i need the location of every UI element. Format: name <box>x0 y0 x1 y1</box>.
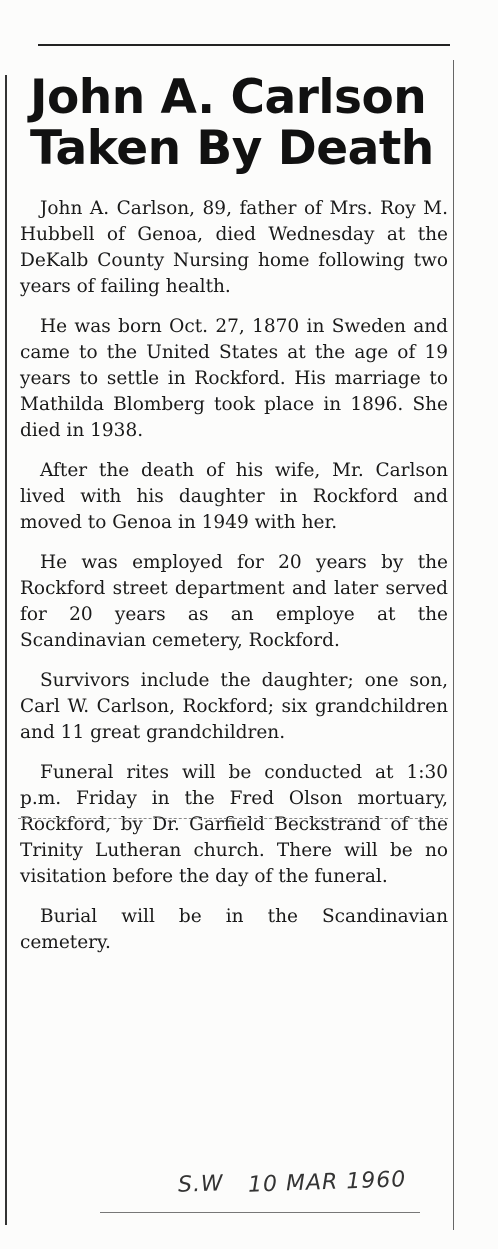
fold-crease <box>18 818 448 819</box>
clipping-left-edge <box>5 75 7 1225</box>
handwritten-initials: S.W <box>177 1171 225 1198</box>
paragraph-employment: He was employed for 20 years by the Rockford street department and later served for 20 years as an employe at the Scandinavian cemetery, Rockford. <box>20 552 448 651</box>
article-body <box>20 196 448 956</box>
bottom-rule <box>100 1212 420 1213</box>
clipping-right-edge <box>453 60 454 1230</box>
handwritten-date: 10 MAR 1960 <box>247 1167 407 1198</box>
paragraph-survivors: Survivors include the daughter; one son, Carl W. Carlson, Rockford; six grandchildren and 11 great grandchildren. <box>20 670 448 743</box>
paragraph-funeral: Funeral rites will be conducted at 1:30 p.m. Friday in the Fred Olson mortuary, Rockford, by Dr. Garfield Beckstrand of the Trinity Lutheran church. There will be no visitation before the day of the funeral. <box>20 762 448 887</box>
headline <box>30 72 450 174</box>
headline-line-1: John A. Carlson <box>30 70 427 125</box>
paragraph-birth: He was born Oct. 27, 1870 in Sweden and came to the United States at the age of 19 years to settle in Rockford. His marriage to Mathilda Blomberg took place in 1896. She died in 1938. <box>20 316 448 441</box>
paragraph-death-notice: John A. Carlson, 89, father of Mrs. Roy M. Hubbell of Genoa, died Wednesday at the DeKalb County Nursing home following two years of failing health. <box>20 198 448 297</box>
headline-line-2: Taken By Death <box>30 121 434 176</box>
top-rule <box>38 44 450 46</box>
paragraph-burial: Burial will be in the Scandinavian cemetery. <box>20 906 448 953</box>
paragraph-after-wife-death: After the death of his wife, Mr. Carlson lived with his daughter in Rockford and moved to Genoa in 1949 with her. <box>20 460 448 533</box>
